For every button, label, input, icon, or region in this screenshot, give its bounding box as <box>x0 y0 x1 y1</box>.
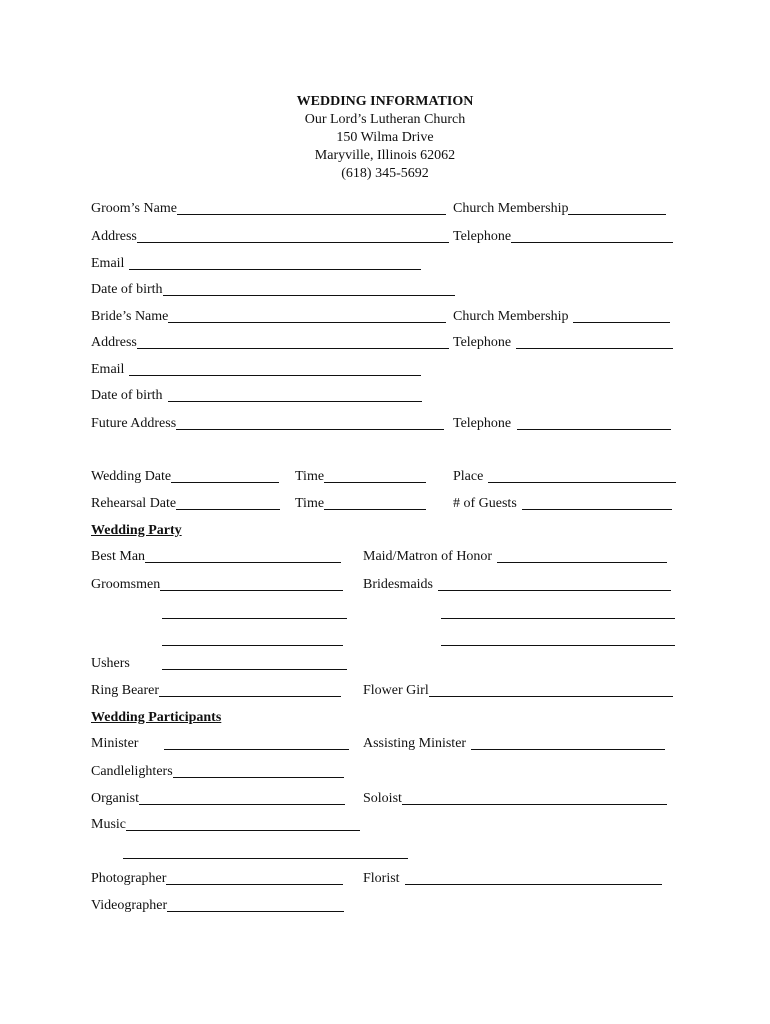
groom-dob-field <box>91 279 455 301</box>
photographer-line[interactable] <box>166 869 343 885</box>
bride-address-line[interactable] <box>137 333 449 349</box>
bride-membership-line[interactable] <box>573 307 670 323</box>
bridesmaids-field <box>363 574 671 596</box>
guests-label: # of Guests <box>453 496 517 511</box>
church-street: 150 Wilma Drive <box>336 130 434 145</box>
place-line[interactable] <box>488 467 676 483</box>
groom-address-field <box>91 226 449 248</box>
bride-telephone-field <box>453 332 673 354</box>
bride-dob-label: Date of birth <box>91 388 163 403</box>
groom-email-line[interactable] <box>129 254 421 270</box>
groom-telephone-field <box>453 226 673 248</box>
bridesmaids-label: Bridesmaids <box>363 577 433 592</box>
florist-line[interactable] <box>405 869 662 885</box>
ring-bearer-line[interactable] <box>159 681 341 697</box>
bride-email-field <box>91 359 421 381</box>
videographer-line[interactable] <box>167 896 344 912</box>
groom-name-line[interactable] <box>177 199 446 215</box>
bridesmaids-line-2[interactable] <box>441 603 675 619</box>
flower-girl-field <box>363 680 673 702</box>
bride-name-field <box>91 306 446 328</box>
future-telephone-line[interactable] <box>517 414 671 430</box>
future-address-field <box>91 413 444 435</box>
organist-line[interactable] <box>139 789 345 805</box>
wedding-time-field <box>295 466 426 488</box>
groomsmen-field <box>91 574 343 596</box>
groomsmen-label: Groomsmen <box>91 577 161 592</box>
bride-membership-field <box>453 306 670 328</box>
music-line-2[interactable] <box>123 843 408 859</box>
ushers-field <box>91 653 130 675</box>
future-telephone-label: Telephone <box>453 416 512 431</box>
groomsmen-line-2[interactable] <box>162 603 347 619</box>
groom-telephone-line[interactable] <box>511 227 673 243</box>
groom-membership-field <box>453 198 666 220</box>
church-city: Maryville, Illinois 62062 <box>314 148 456 163</box>
rehearsal-date-label: Rehearsal Date <box>91 496 177 511</box>
groom-email-label: Email <box>91 256 125 271</box>
groom-email-field <box>91 253 421 275</box>
ushers-label: Ushers <box>91 656 130 671</box>
wedding-time-label: Time <box>295 469 325 484</box>
place-label: Place <box>453 469 484 484</box>
form-header <box>0 93 770 183</box>
minister-field <box>91 733 138 755</box>
bride-email-label: Email <box>91 362 125 377</box>
bride-dob-field <box>91 385 422 407</box>
assisting-minister-label: Assisting Minister <box>363 736 467 751</box>
flower-girl-line[interactable] <box>429 681 673 697</box>
rehearsal-time-label: Time <box>295 496 325 511</box>
groom-membership-line[interactable] <box>568 199 666 215</box>
music-label: Music <box>91 817 126 832</box>
bridesmaids-line-1[interactable] <box>438 575 671 591</box>
organist-field <box>91 788 345 810</box>
assisting-minister-line[interactable] <box>471 734 665 750</box>
soloist-label: Soloist <box>363 791 402 806</box>
church-phone: (618) 345-5692 <box>341 166 429 181</box>
minister-line[interactable] <box>164 734 349 750</box>
groomsmen-line-1[interactable] <box>160 575 343 591</box>
future-telephone-field <box>453 413 671 435</box>
guests-line[interactable] <box>522 494 672 510</box>
ushers-line[interactable] <box>162 654 347 670</box>
place-field <box>453 466 676 488</box>
form-title: WEDDING INFORMATION <box>296 94 474 109</box>
candlelighters-field <box>91 761 344 783</box>
minister-row <box>164 733 349 755</box>
maid-of-honor-field <box>363 546 667 568</box>
florist-field <box>363 868 662 890</box>
groom-dob-label: Date of birth <box>91 282 163 297</box>
candlelighters-line[interactable] <box>173 762 344 778</box>
groomsmen-line-3[interactable] <box>162 630 343 646</box>
rehearsal-date-line[interactable] <box>176 494 280 510</box>
videographer-label: Videographer <box>91 898 168 913</box>
assisting-minister-field <box>363 733 665 755</box>
photographer-label: Photographer <box>91 871 167 886</box>
photographer-field <box>91 868 343 890</box>
groom-address-line[interactable] <box>137 227 449 243</box>
guests-field <box>453 493 672 515</box>
music-row-2 <box>123 842 408 864</box>
bridesmaids-row-3 <box>441 629 675 651</box>
wedding-date-line[interactable] <box>171 467 279 483</box>
wedding-party-heading: Wedding Party <box>91 523 182 538</box>
rehearsal-time-field <box>295 493 426 515</box>
wedding-date-field <box>91 466 279 488</box>
groomsmen-row-2 <box>162 602 347 624</box>
ushers-row <box>162 653 347 675</box>
wedding-time-line[interactable] <box>324 467 426 483</box>
best-man-label: Best Man <box>91 549 146 564</box>
bride-address-label: Address <box>91 335 137 350</box>
best-man-line[interactable] <box>145 547 341 563</box>
bride-membership-label: Church Membership <box>453 309 569 324</box>
soloist-line[interactable] <box>402 789 667 805</box>
bride-name-label: Bride’s Name <box>91 309 169 324</box>
groom-membership-label: Church Membership <box>453 201 569 216</box>
rehearsal-time-line[interactable] <box>324 494 426 510</box>
florist-label: Florist <box>363 871 400 886</box>
organist-label: Organist <box>91 791 139 806</box>
bridesmaids-line-3[interactable] <box>441 630 675 646</box>
groom-address-label: Address <box>91 229 137 244</box>
groom-name-field <box>91 198 446 220</box>
groom-dob-line[interactable] <box>163 280 455 296</box>
maid-of-honor-label: Maid/Matron of Honor <box>363 549 493 564</box>
wedding-participants-heading: Wedding Participants <box>91 710 222 725</box>
bride-telephone-label: Telephone <box>453 335 512 350</box>
music-field <box>91 814 360 836</box>
soloist-field <box>363 788 667 810</box>
maid-of-honor-line[interactable] <box>497 547 667 563</box>
music-line-1[interactable] <box>126 815 360 831</box>
groom-name-label: Groom’s Name <box>91 201 177 216</box>
bride-telephone-line[interactable] <box>516 333 673 349</box>
best-man-field <box>91 546 341 568</box>
bride-name-line[interactable] <box>168 307 446 323</box>
bride-address-field <box>91 332 449 354</box>
flower-girl-label: Flower Girl <box>363 683 429 698</box>
bride-dob-line[interactable] <box>168 386 422 402</box>
candlelighters-label: Candlelighters <box>91 764 173 779</box>
bride-email-line[interactable] <box>129 360 421 376</box>
bridesmaids-row-2 <box>441 602 675 624</box>
videographer-field <box>91 895 344 917</box>
future-address-label: Future Address <box>91 416 177 431</box>
future-address-line[interactable] <box>176 414 444 430</box>
groomsmen-row-3 <box>162 629 343 651</box>
wedding-date-label: Wedding Date <box>91 469 172 484</box>
church-name: Our Lord’s Lutheran Church <box>304 112 466 127</box>
minister-label: Minister <box>91 736 139 751</box>
rehearsal-date-field <box>91 493 280 515</box>
ring-bearer-field <box>91 680 341 702</box>
groom-telephone-label: Telephone <box>453 229 512 244</box>
ring-bearer-label: Ring Bearer <box>91 683 160 698</box>
